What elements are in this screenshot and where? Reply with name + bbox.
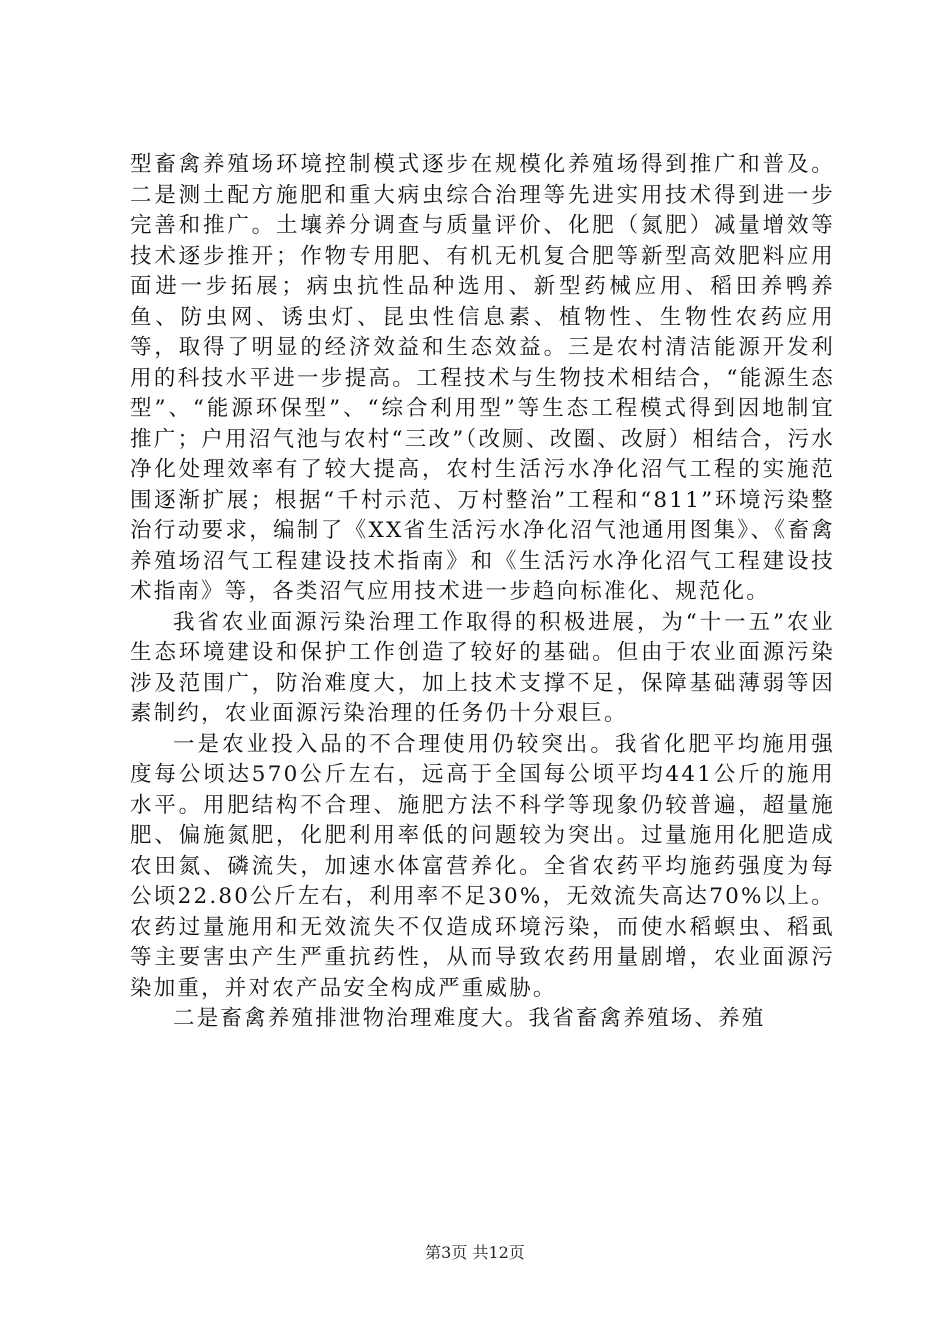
page-number-footer: 第3页 共12页: [425, 1243, 525, 1262]
paragraph-input-misuse: 一是农业投入品的不合理使用仍较突出。我省化肥平均施用强度每公顷达570公斤左右，远高于全国每公顷平均441公斤的施用水平。用肥结构不合理、施肥方法不科学等现象仍较普遍，超量施肥、偏施氮肥，化肥利用率低的问题较为突出。过量施用化肥造成农田氮、磷流失，加速水体富营养化。全省农药平均施药强度为每公顷22.80公斤左右，利用率不足30%，无效流失高达70%以上。农药过量施用和无效流失不仅造成环境污染，而使水稻螟虫、稻虱等主要害虫产生严重抗药性，从而导致农药用量剧增，农业面源污染加重，并对农产品安全构成严重威胁。: [130, 731, 835, 1001]
document-body: [130, 150, 835, 1035]
paragraph-livestock-waste: 二是畜禽养殖排泄物治理难度大。我省畜禽养殖场、养殖: [173, 1006, 766, 1031]
paragraph-progress-summary: 我省农业面源污染治理工作取得的积极进展，为“十一五”农业生态环境建设和保护工作创造了较好的基础。但由于农业面源污染涉及范围广，防治难度大，加上技术支撑不足，保障基础薄弱等因素制约，农业面源污染治理的任务仍十分艰巨。: [130, 609, 835, 726]
paragraph-continuation: 型畜禽养殖场环境控制模式逐步在规模化养殖场得到推广和普及。二是测土配方施肥和重大病虫综合治理等先进实用技术得到进一步完善和推广。土壤养分调查与质量评价、化肥（氮肥）减量增效等技术逐步推开；作物专用肥、有机无机复合肥等新型高效肥料应用面进一步拓展；病虫抗性品种选用、新型药械应用、稻田养鸭养鱼、防虫网、诱虫灯、昆虫性信息素、植物性、生物性农药应用等，取得了明显的经济效益和生态效益。三是农村清洁能源开发利用的科技水平进一步提高。工程技术与生物技术相结合，“能源生态型”、“能源环保型”、“综合利用型”等生态工程模式得到因地制宜推广；户用沼气池与农村“三改”（改厕、改圈、改厨）相结合，污水净化处理效率有了较大提高，农村生活污水净化沼气工程的实施范围逐渐扩展；根据“千村示范、万村整治”工程和“811”环境污染整治行动要求，编制了《XX省生活污水净化沼气池通用图集》、《畜禽养殖场沼气工程建设技术指南》和《生活污水净化沼气工程建设技术指南》等，各类沼气应用技术进一步趋向标准化、规范化。: [130, 152, 835, 604]
